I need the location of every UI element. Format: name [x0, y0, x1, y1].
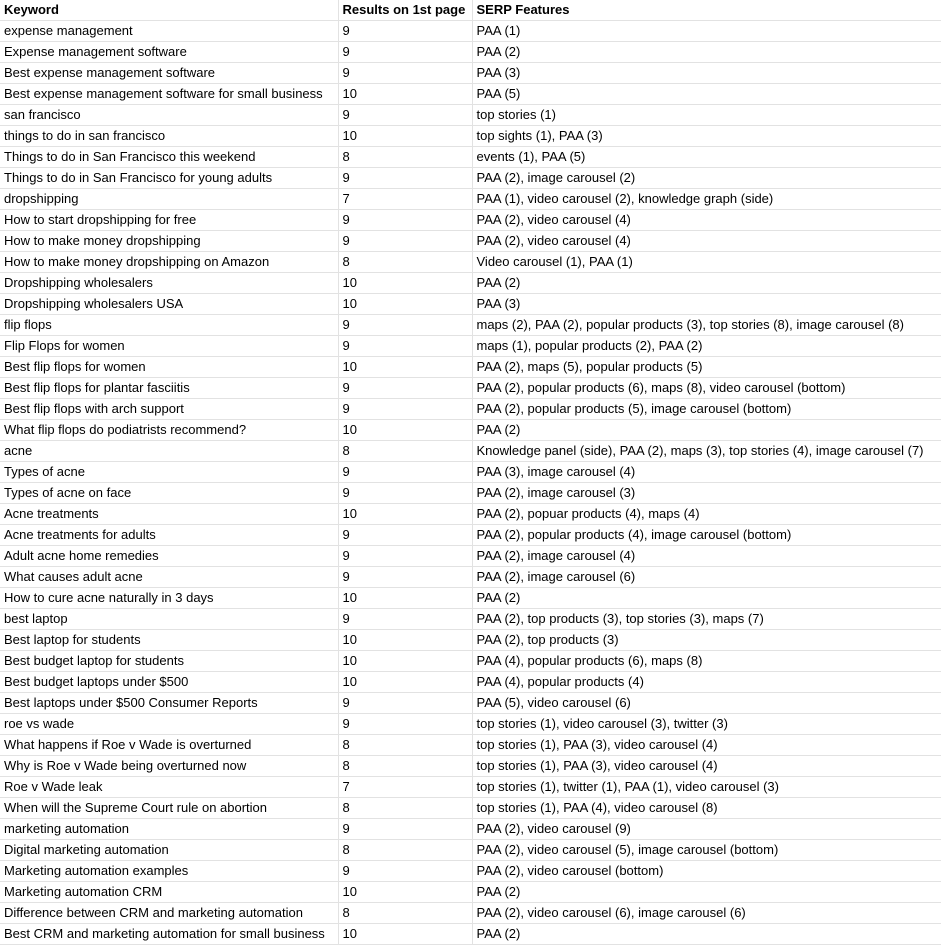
table-row — [0, 378, 941, 399]
header-row — [0, 0, 941, 21]
cell-serp-features[interactable]: PAA (2), popuar products (4), maps (4) — [472, 504, 941, 525]
cell-results[interactable]: 10 — [338, 126, 472, 147]
cell-results[interactable]: 8 — [338, 735, 472, 756]
cell-keyword[interactable]: Things to do in San Francisco this weekend — [0, 147, 338, 168]
cell-results[interactable]: 10 — [338, 924, 472, 945]
cell-keyword[interactable]: What causes adult acne — [0, 567, 338, 588]
cell-keyword[interactable]: marketing automation — [0, 819, 338, 840]
table-row — [0, 483, 941, 504]
table-row — [0, 840, 941, 861]
table-row — [0, 588, 941, 609]
cell-serp-features[interactable]: PAA (4), popular products (6), maps (8) — [472, 651, 941, 672]
cell-serp-features[interactable]: Knowledge panel (side), PAA (2), maps (3), top stories (4), image carousel (7) — [472, 441, 941, 462]
cell-results[interactable]: 9 — [338, 336, 472, 357]
table-row — [0, 441, 941, 462]
cell-keyword[interactable]: Acne treatments for adults — [0, 525, 338, 546]
cell-results[interactable]: 10 — [338, 882, 472, 903]
cell-serp-features[interactable]: PAA (1), video carousel (2), knowledge graph (side) — [472, 189, 941, 210]
cell-keyword[interactable]: Best laptops under $500 Consumer Reports — [0, 693, 338, 714]
cell-results[interactable]: 10 — [338, 357, 472, 378]
table-row — [0, 105, 941, 126]
cell-results[interactable]: 10 — [338, 420, 472, 441]
cell-results[interactable]: 9 — [338, 714, 472, 735]
cell-results[interactable]: 8 — [338, 798, 472, 819]
cell-serp-features[interactable]: PAA (2) — [472, 588, 941, 609]
cell-serp-features[interactable]: top stories (1), PAA (4), video carousel (8) — [472, 798, 941, 819]
cell-keyword[interactable]: Best CRM and marketing automation for small business — [0, 924, 338, 945]
table-body — [0, 21, 941, 945]
cell-results[interactable]: 9 — [338, 819, 472, 840]
table-row — [0, 84, 941, 105]
cell-serp-features[interactable]: top stories (1), twitter (1), PAA (1), video carousel (3) — [472, 777, 941, 798]
cell-serp-features[interactable]: maps (1), popular products (2), PAA (2) — [472, 336, 941, 357]
cell-keyword[interactable]: How to make money dropshipping — [0, 231, 338, 252]
cell-serp-features[interactable]: PAA (3) — [472, 294, 941, 315]
table-row — [0, 546, 941, 567]
cell-results[interactable]: 10 — [338, 504, 472, 525]
cell-keyword[interactable]: Types of acne — [0, 462, 338, 483]
cell-serp-features[interactable]: PAA (2), popular products (5), image carousel (bottom) — [472, 399, 941, 420]
cell-keyword[interactable]: Why is Roe v Wade being overturned now — [0, 756, 338, 777]
table-row — [0, 273, 941, 294]
cell-results[interactable]: 8 — [338, 756, 472, 777]
cell-results[interactable]: 9 — [338, 567, 472, 588]
cell-results[interactable]: 8 — [338, 840, 472, 861]
cell-serp-features[interactable]: PAA (4), popular products (4) — [472, 672, 941, 693]
cell-results[interactable]: 8 — [338, 147, 472, 168]
cell-keyword[interactable]: Expense management software — [0, 42, 338, 63]
cell-serp-features[interactable]: top stories (1), PAA (3), video carousel (4) — [472, 735, 941, 756]
header-keyword[interactable]: Keyword — [0, 0, 338, 21]
cell-serp-features[interactable]: PAA (2), video carousel (bottom) — [472, 861, 941, 882]
cell-results[interactable]: 9 — [338, 462, 472, 483]
cell-keyword[interactable]: flip flops — [0, 315, 338, 336]
cell-keyword[interactable]: Adult acne home remedies — [0, 546, 338, 567]
table-row — [0, 630, 941, 651]
cell-keyword[interactable]: Best expense management software for small business — [0, 84, 338, 105]
cell-keyword[interactable]: What flip flops do podiatrists recommend? — [0, 420, 338, 441]
table-row — [0, 567, 941, 588]
cell-serp-features[interactable]: PAA (3) — [472, 63, 941, 84]
table-row — [0, 504, 941, 525]
cell-serp-features[interactable]: PAA (2), image carousel (3) — [472, 483, 941, 504]
table-row — [0, 231, 941, 252]
cell-keyword[interactable]: How to start dropshipping for free — [0, 210, 338, 231]
cell-serp-features[interactable]: PAA (2), video carousel (6), image carousel (6) — [472, 903, 941, 924]
table-row — [0, 735, 941, 756]
cell-keyword[interactable]: Best laptop for students — [0, 630, 338, 651]
table-row — [0, 672, 941, 693]
cell-keyword[interactable]: Best budget laptop for students — [0, 651, 338, 672]
cell-keyword[interactable]: acne — [0, 441, 338, 462]
cell-keyword[interactable]: dropshipping — [0, 189, 338, 210]
cell-results[interactable]: 9 — [338, 231, 472, 252]
cell-serp-features[interactable]: PAA (2), video carousel (4) — [472, 231, 941, 252]
header-results[interactable]: Results on 1st page — [338, 0, 472, 21]
cell-results[interactable]: 9 — [338, 63, 472, 84]
cell-results[interactable]: 10 — [338, 672, 472, 693]
cell-keyword[interactable]: things to do in san francisco — [0, 126, 338, 147]
cell-results[interactable]: 9 — [338, 42, 472, 63]
table-row — [0, 651, 941, 672]
cell-serp-features[interactable]: PAA (3), image carousel (4) — [472, 462, 941, 483]
cell-keyword[interactable]: Best flip flops with arch support — [0, 399, 338, 420]
cell-keyword[interactable]: Marketing automation examples — [0, 861, 338, 882]
cell-keyword[interactable]: How to cure acne naturally in 3 days — [0, 588, 338, 609]
cell-keyword[interactable]: Digital marketing automation — [0, 840, 338, 861]
cell-keyword[interactable]: When will the Supreme Court rule on abortion — [0, 798, 338, 819]
cell-serp-features[interactable]: PAA (2), video carousel (5), image carousel (bottom) — [472, 840, 941, 861]
cell-keyword[interactable]: Difference between CRM and marketing automation — [0, 903, 338, 924]
cell-serp-features[interactable]: PAA (2), image carousel (4) — [472, 546, 941, 567]
cell-serp-features[interactable]: maps (2), PAA (2), popular products (3), top stories (8), image carousel (8) — [472, 315, 941, 336]
cell-keyword[interactable]: What happens if Roe v Wade is overturned — [0, 735, 338, 756]
cell-results[interactable]: 7 — [338, 189, 472, 210]
cell-results[interactable]: 9 — [338, 315, 472, 336]
table-row — [0, 210, 941, 231]
cell-keyword[interactable]: expense management — [0, 21, 338, 42]
cell-serp-features[interactable]: PAA (2) — [472, 882, 941, 903]
table-row — [0, 924, 941, 945]
cell-serp-features[interactable]: PAA (2) — [472, 924, 941, 945]
cell-results[interactable]: 7 — [338, 777, 472, 798]
cell-serp-features[interactable]: PAA (2), top products (3), top stories (3), maps (7) — [472, 609, 941, 630]
cell-serp-features[interactable]: PAA (2) — [472, 42, 941, 63]
cell-results[interactable]: 9 — [338, 168, 472, 189]
cell-keyword[interactable]: Types of acne on face — [0, 483, 338, 504]
table-row — [0, 315, 941, 336]
table-row — [0, 609, 941, 630]
cell-serp-features[interactable]: PAA (5), video carousel (6) — [472, 693, 941, 714]
table-row — [0, 420, 941, 441]
cell-keyword[interactable]: Best flip flops for women — [0, 357, 338, 378]
cell-results[interactable]: 9 — [338, 693, 472, 714]
table-row — [0, 189, 941, 210]
table-row — [0, 42, 941, 63]
cell-results[interactable]: 9 — [338, 21, 472, 42]
cell-serp-features[interactable]: top stories (1), PAA (3), video carousel (4) — [472, 756, 941, 777]
table-row — [0, 126, 941, 147]
table-row — [0, 693, 941, 714]
cell-keyword[interactable]: Things to do in San Francisco for young adults — [0, 168, 338, 189]
cell-serp-features[interactable]: PAA (2), popular products (6), maps (8), video carousel (bottom) — [472, 378, 941, 399]
cell-keyword[interactable]: Dropshipping wholesalers USA — [0, 294, 338, 315]
cell-serp-features[interactable]: PAA (2), popular products (4), image carousel (bottom) — [472, 525, 941, 546]
cell-results[interactable]: 10 — [338, 630, 472, 651]
cell-results[interactable]: 9 — [338, 525, 472, 546]
table-row — [0, 336, 941, 357]
cell-results[interactable]: 9 — [338, 399, 472, 420]
cell-serp-features[interactable]: PAA (2), top products (3) — [472, 630, 941, 651]
cell-serp-features[interactable]: Video carousel (1), PAA (1) — [472, 252, 941, 273]
table-row — [0, 63, 941, 84]
cell-results[interactable]: 8 — [338, 252, 472, 273]
cell-serp-features[interactable]: PAA (2), image carousel (2) — [472, 168, 941, 189]
cell-results[interactable]: 8 — [338, 441, 472, 462]
table-row — [0, 357, 941, 378]
cell-results[interactable]: 10 — [338, 273, 472, 294]
table-row — [0, 525, 941, 546]
cell-serp-features[interactable]: PAA (5) — [472, 84, 941, 105]
table-row — [0, 462, 941, 483]
cell-keyword[interactable]: roe vs wade — [0, 714, 338, 735]
cell-results[interactable]: 10 — [338, 84, 472, 105]
cell-results[interactable]: 8 — [338, 903, 472, 924]
cell-keyword[interactable]: How to make money dropshipping on Amazon — [0, 252, 338, 273]
table-row — [0, 147, 941, 168]
header-serp-features[interactable]: SERP Features — [472, 0, 941, 21]
cell-serp-features[interactable]: PAA (1) — [472, 21, 941, 42]
cell-keyword[interactable]: Best budget laptops under $500 — [0, 672, 338, 693]
table-row — [0, 168, 941, 189]
cell-keyword[interactable]: best laptop — [0, 609, 338, 630]
cell-results[interactable]: 10 — [338, 294, 472, 315]
cell-results[interactable]: 10 — [338, 651, 472, 672]
table-row — [0, 819, 941, 840]
cell-serp-features[interactable]: PAA (2) — [472, 273, 941, 294]
cell-serp-features[interactable]: PAA (2), video carousel (4) — [472, 210, 941, 231]
cell-keyword[interactable]: Best expense management software — [0, 63, 338, 84]
table-row — [0, 798, 941, 819]
cell-results[interactable]: 9 — [338, 609, 472, 630]
cell-serp-features[interactable]: PAA (2), maps (5), popular products (5) — [472, 357, 941, 378]
cell-results[interactable]: 9 — [338, 861, 472, 882]
cell-serp-features[interactable]: top stories (1) — [472, 105, 941, 126]
cell-results[interactable]: 9 — [338, 483, 472, 504]
cell-keyword[interactable]: Best flip flops for plantar fasciitis — [0, 378, 338, 399]
cell-serp-features[interactable]: PAA (2) — [472, 420, 941, 441]
table-row — [0, 252, 941, 273]
cell-keyword[interactable]: Roe v Wade leak — [0, 777, 338, 798]
table-row — [0, 294, 941, 315]
cell-keyword[interactable]: Acne treatments — [0, 504, 338, 525]
cell-results[interactable]: 9 — [338, 210, 472, 231]
cell-serp-features[interactable]: PAA (2), image carousel (6) — [472, 567, 941, 588]
table-row — [0, 756, 941, 777]
cell-results[interactable]: 9 — [338, 378, 472, 399]
cell-serp-features[interactable]: PAA (2), video carousel (9) — [472, 819, 941, 840]
table-row — [0, 882, 941, 903]
cell-serp-features[interactable]: top stories (1), video carousel (3), twitter (3) — [472, 714, 941, 735]
table-row — [0, 21, 941, 42]
cell-results[interactable]: 9 — [338, 546, 472, 567]
table-row — [0, 903, 941, 924]
cell-serp-features[interactable]: top sights (1), PAA (3) — [472, 126, 941, 147]
cell-keyword[interactable]: Flip Flops for women — [0, 336, 338, 357]
cell-results[interactable]: 9 — [338, 105, 472, 126]
cell-keyword[interactable]: Marketing automation CRM — [0, 882, 338, 903]
cell-results[interactable]: 10 — [338, 588, 472, 609]
cell-keyword[interactable]: Dropshipping wholesalers — [0, 273, 338, 294]
table-row — [0, 861, 941, 882]
table-row — [0, 777, 941, 798]
table-row — [0, 714, 941, 735]
table-row — [0, 399, 941, 420]
cell-keyword[interactable]: san francisco — [0, 105, 338, 126]
cell-serp-features[interactable]: events (1), PAA (5) — [472, 147, 941, 168]
